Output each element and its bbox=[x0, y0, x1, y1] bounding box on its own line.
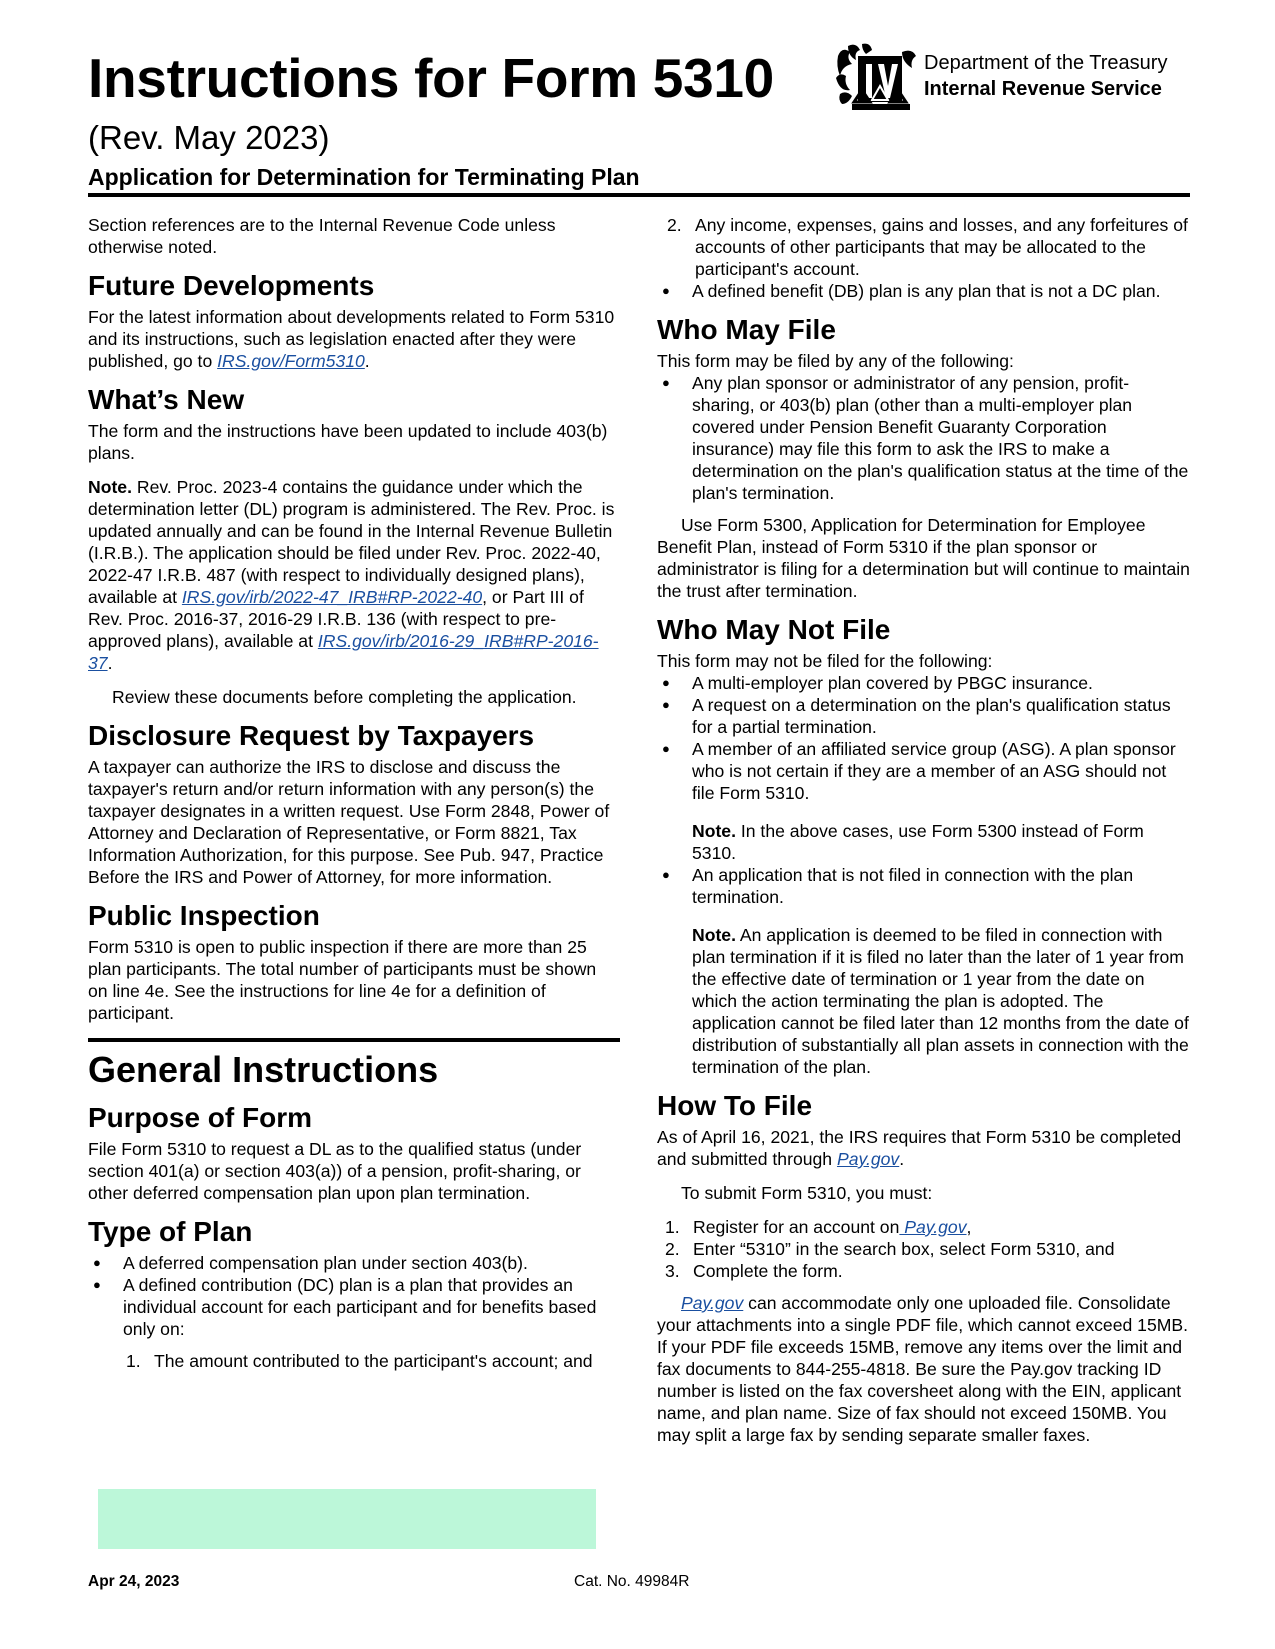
pay-gov-link[interactable]: Pay.gov bbox=[836, 1149, 900, 1169]
db-plan-list bbox=[657, 280, 1190, 302]
revision-date: (Rev. May 2023) bbox=[88, 119, 330, 156]
irs-eagle-logo-icon bbox=[832, 42, 918, 114]
who-may-file-list bbox=[657, 372, 1190, 504]
pay-gov-link[interactable]: Pay.gov bbox=[681, 1293, 744, 1313]
heading-who-may-file: Who May File bbox=[657, 314, 836, 345]
who-may-file-para: Use Form 5300, Application for Determination for Employee Benefit Plan, instead of Form 5310 if the plan sponsor or administrator is filing for a determination but will continue to maintain the trust after termination. bbox=[657, 515, 1190, 601]
submit-steps bbox=[657, 1216, 1190, 1282]
purpose-text: File Form 5310 to request a DL as to the qualified status (under section 401(a) or section 403(a)) of a pension, profit-sharing, or other deferred compensation plan upon plan termination. bbox=[88, 1139, 582, 1203]
upload-limits-text: Pay.gov can accommodate only one uploaded file. Consolidate your attachments into a single PDF file, which cannot exceed 15MB. If your PDF file exceeds 15MB, remove any items over the limit and fax documents to 844-255-4818. Be sure the Pay.gov tracking ID number is listed on the fax coversheet along with the EIN, applicant name, and plan name. Size of fax should not exceed 150MB. You may split a large fax by sending separate smaller faxes. bbox=[657, 1293, 1189, 1445]
left-column bbox=[88, 214, 620, 1382]
dc-plan-list bbox=[88, 1350, 620, 1372]
pay-gov-link[interactable]: Pay.gov bbox=[899, 1217, 967, 1237]
list-item: ● A defined contribution (DC) plan is a plan that provides an individual account for each participant and for benefits based only on: bbox=[123, 1274, 620, 1340]
heading-how-to-file: How To File bbox=[657, 1090, 813, 1121]
intro-text: Section references are to the Internal Revenue Code unless otherwise noted. bbox=[88, 215, 556, 257]
future-developments-text: For the latest information about developments related to Form 5310 and its instructions, such as legislation enacted after they were published, go to IRS.gov/Form5310. bbox=[88, 307, 615, 371]
public-inspection-text: Form 5310 is open to public inspection if there are more than 25 plan participants. The total number of participants must be shown on line 4e. See the instructions for line 4e for a definition of participant. bbox=[88, 937, 597, 1023]
page-title: Instructions for Form 5310 bbox=[88, 47, 774, 109]
catalog-number: Cat. No. 49984R bbox=[574, 1573, 690, 1590]
list-item: ● A request on a determination on the plan's qualification status for a partial termination. bbox=[692, 694, 1190, 738]
disclosure-text: A taxpayer can authorize the IRS to disclose and discuss the taxpayer's return and/or return information with any person(s) the taxpayer designates in a written request. Use Form 2848, Power of Attorney and Declaration of Representative, or Form 8821, Tax Information Authorization, for this purpose. See Pub. 947, Practice Before the IRS and Power of Attorney, for more information. bbox=[88, 757, 610, 887]
who-may-not-intro: This form may not be filed for the following: bbox=[657, 651, 993, 671]
list-item: ● A deferred compensation plan under section 403(b). bbox=[123, 1252, 620, 1274]
whats-new-text: The form and the instructions have been updated to include 403(b) plans. bbox=[88, 421, 608, 463]
submit-intro: To submit Form 5310, you must: bbox=[681, 1183, 933, 1203]
heading-purpose-of-form: Purpose of Form bbox=[88, 1102, 313, 1133]
footer-date: Apr 24, 2023 bbox=[88, 1573, 180, 1590]
page-subtitle: Application for Determination for Terminating Plan bbox=[88, 164, 640, 190]
heading-whats-new: What’s New bbox=[88, 384, 245, 415]
whats-new-note: Note. Rev. Proc. 2023-4 contains the guidance under which the determination letter (DL) program is administered. The Rev. Proc. is updated annually and can be found in the Internal Revenue Bulletin (I.R.B.). The application should be filed under Rev. Proc. 2022-40, 2022-47 I.R.B. 487 (with respect to individually designed plans), available at IRS.gov/irb/2022-47_IRB#RP-2022-40, or Part III of Rev. Proc. 2016-37, 2016-29 I.R.B. 136 (with respect to pre-approved plans), available at IRS.gov/irb/2016-29_IRB#RP-2016-37. bbox=[88, 477, 615, 673]
header-divider bbox=[88, 193, 1190, 197]
list-item: 2. Enter “5310” in the search box, select Form 5310, and bbox=[665, 1239, 1115, 1259]
who-may-not-list bbox=[657, 672, 1190, 1078]
note-text: Note. In the above cases, use Form 5300 instead of Form 5310. bbox=[692, 821, 1144, 863]
review-text: Review these documents before completing the application. bbox=[112, 687, 577, 707]
list-item: 1. The amount contributed to the participant's account; and bbox=[126, 1351, 593, 1371]
department-line: Department of the Treasury bbox=[924, 52, 1168, 74]
heading-who-may-not-file: Who May Not File bbox=[657, 614, 891, 645]
heading-public-inspection: Public Inspection bbox=[88, 900, 320, 931]
type-of-plan-list bbox=[88, 1252, 620, 1340]
how-to-file-text: As of April 16, 2021, the IRS requires that Form 5310 be completed and submitted through Pay.gov. bbox=[657, 1127, 1182, 1169]
list-item: ● A defined benefit (DB) plan is any plan that is not a DC plan. bbox=[692, 280, 1190, 302]
agency-name bbox=[924, 50, 1167, 102]
list-item: ● A multi-employer plan covered by PBGC insurance. bbox=[692, 672, 1190, 694]
irs-form5310-link[interactable]: IRS.gov/Form5310 bbox=[217, 351, 365, 371]
list-item: ● An application that is not filed in connection with the plan termination. Note. An application is deemed to be filed in connection with plan termination if it is filed no later than the later of 1 year from the effective date of termination or 1 year from the date on which the action terminating the plan is adopted. The application cannot be filed later than 12 months from the date of distribution of substantially all plan assets in connection with the termination of the plan. bbox=[692, 864, 1190, 1078]
heading-type-of-plan: Type of Plan bbox=[88, 1216, 253, 1247]
irb-2016-29-link[interactable]: IRS.gov/irb/2016-29_IRB#RP-2016-37 bbox=[88, 631, 599, 673]
irb-2022-47-link[interactable]: IRS.gov/irb/2022-47_IRB#RP-2022-40 bbox=[181, 587, 483, 607]
dc-plan-list-continued bbox=[657, 214, 1190, 280]
list-item: ● Any plan sponsor or administrator of any pension, profit-sharing, or 403(b) plan (other than a multi-employer plan covered under Pension Benefit Guaranty Corporation insurance) may file this form to ask the IRS to make a determination on the plan's qualification status at the time of the plan's termination. bbox=[692, 372, 1190, 504]
who-may-file-intro: This form may be filed by any of the following: bbox=[657, 351, 1014, 371]
list-item: 3. Complete the form. bbox=[665, 1261, 843, 1281]
list-item: ● A member of an affiliated service group (ASG). A plan sponsor who is not certain if they are a member of an ASG should not file Form 5310. Note. In the above cases, use Form 5300 instead of Form 5310. bbox=[692, 738, 1190, 864]
section-divider bbox=[88, 1038, 620, 1042]
right-column bbox=[657, 214, 1190, 1458]
agency-line: Internal Revenue Service bbox=[924, 78, 1162, 100]
list-item: 2. Any income, expenses, gains and losses, and any forfeitures of accounts of other participants that may be allocated to the participant's account. bbox=[667, 215, 1188, 279]
list-item: 1. Register for an account on Pay.gov, bbox=[665, 1217, 972, 1237]
heading-future-developments: Future Developments bbox=[88, 270, 375, 301]
highlight-box bbox=[98, 1489, 596, 1549]
heading-general-instructions: General Instructions bbox=[88, 1049, 439, 1090]
heading-disclosure: Disclosure Request by Taxpayers bbox=[88, 720, 535, 751]
note-text: Note. An application is deemed to be filed in connection with plan termination if it is filed no later than the later of 1 year from the effective date of termination or 1 year from the date on which the action terminating the plan is adopted. The application cannot be filed later than 12 months from the date of distribution of substantially all plan assets in connection with the termination of the plan. bbox=[692, 925, 1189, 1077]
